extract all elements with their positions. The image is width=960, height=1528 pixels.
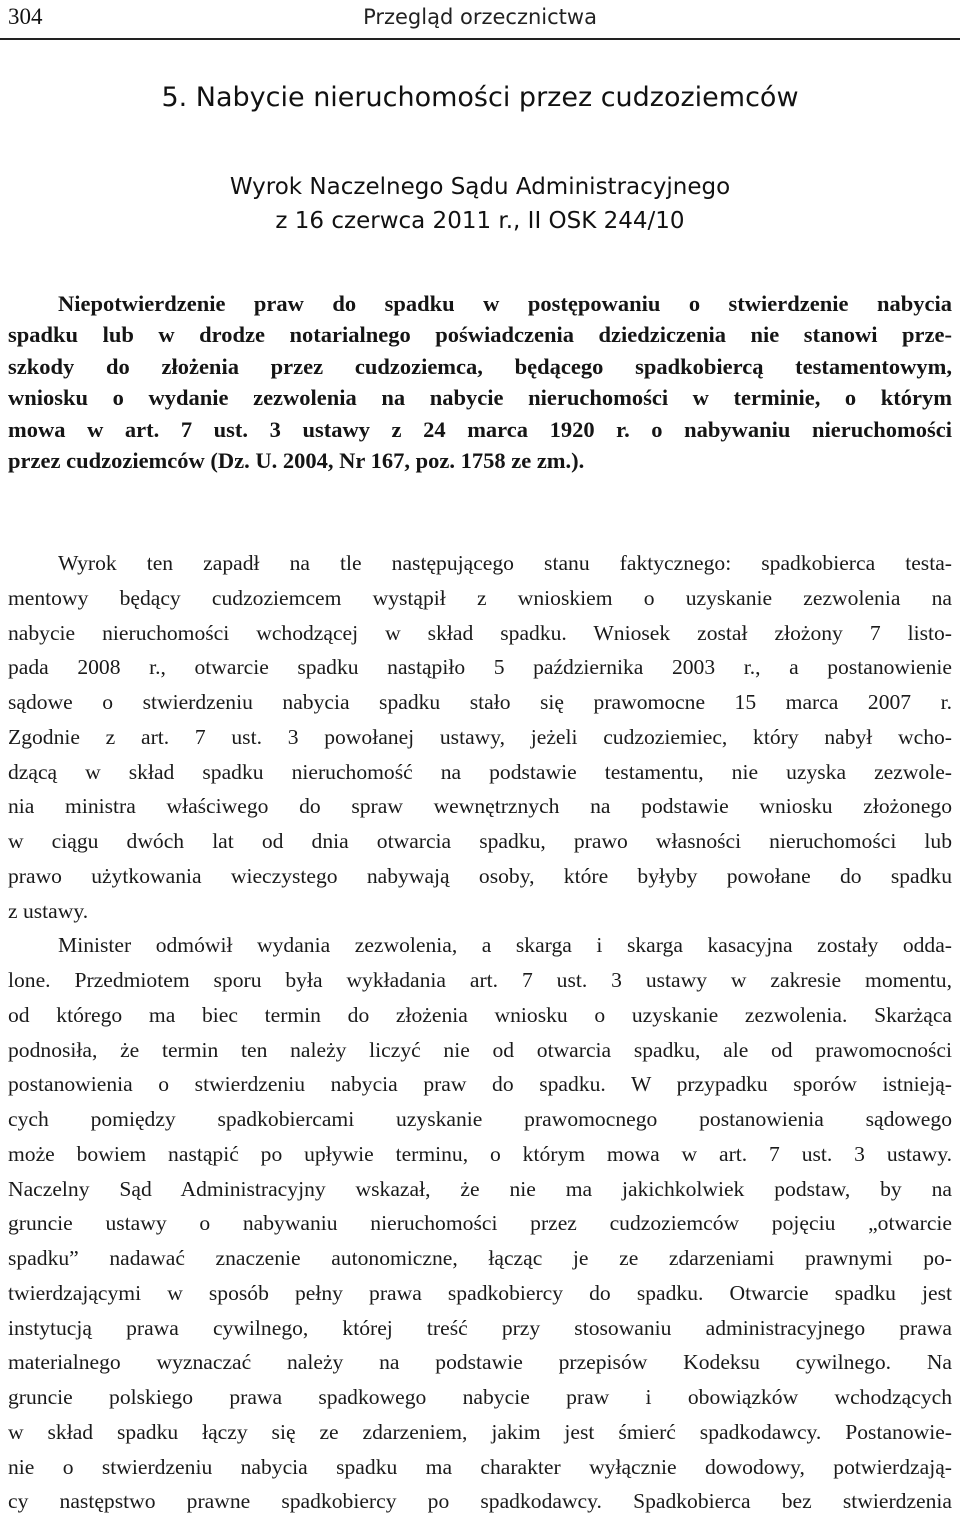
thesis-line: przez cudzoziemców (Dz. U. 2004, Nr 167, poz. 1758 ze zm.).	[8, 448, 585, 474]
thesis-line: Niepotwierdzenie praw do spadku w postępowaniu o stwierdzenie nabycia	[58, 291, 952, 316]
body-line: dzącą w skład spadku nieruchomość na podstawie testamentu, nie uzyska zezwole-	[8, 759, 952, 784]
judgment-date-line: z 16 czerwca 2011 r., II OSK 244/10	[275, 208, 685, 234]
thesis-paragraph	[8, 288, 952, 476]
body-line: w skład spadku łączy się ze zdarzeniem, jakim jest śmierć spadkodawcy. Postanowie-	[8, 1419, 952, 1444]
body-line: materialnego wyznaczać należy na podstawie przepisów Kodeksu cywilnego. Na	[8, 1350, 952, 1375]
body-line: pada 2008 r., otwarcie spadku nastąpiło 5 października 2003 r., a postanowienie	[8, 655, 952, 680]
body-line: podnosiła, że termin ten należy liczyć nie od otwarcia spadku, ale od prawomocności	[8, 1037, 952, 1062]
section-title: 5. Nabycie nieruchomości przez cudzoziemców	[161, 82, 799, 113]
body-line: prawo użytkowania wieczystego nabywają osoby, które byłyby powołane do spadku	[8, 863, 952, 888]
body-line: w ciągu dwóch lat od dnia otwarcia spadku, prawo własności nieruchomości lub	[8, 829, 952, 853]
body-line: z ustawy.	[8, 898, 89, 923]
thesis-line: spadku lub w drodze notarialnego poświadczenia dziedziczenia nie stanowi prze-	[8, 322, 952, 348]
thesis-line: szkody do złożenia przez cudzoziemca, będącego spadkobiercą testamentowym,	[8, 353, 952, 379]
body-line: instytucją prawa cywilnego, której treść przy stosowaniu administracyjnego prawa	[8, 1315, 952, 1340]
body-line: mentowy będący cudzoziemcem wystąpił z wnioskiem o uzyskanie zezwolenia na	[8, 585, 952, 610]
body-line: nie o stwierdzeniu nabycia spadku ma charakter wyłącznie dowodowy, potwierdzają-	[8, 1454, 952, 1479]
body-line: sądowe o stwierdzeniu nabycia spadku stało się prawomocne 15 marca 2007 r.	[8, 690, 952, 714]
body-line: Minister odmówił wydania zezwolenia, a skarga i skarga kasacyjna zostały odda-	[58, 933, 952, 958]
body-line: Naczelny Sąd Administracyjny wskazał, że nie ma jakichkolwiek podstaw, by na	[8, 1176, 952, 1201]
thesis-line: mowa w art. 7 ust. 3 ustawy z 24 marca 1920 r. o nabywaniu nieruchomości	[8, 416, 952, 442]
body-line: od którego ma biec termin do złożenia wniosku o uzyskanie zezwolenia. Skarżąca	[8, 1002, 952, 1027]
body-paragraph-facts	[8, 546, 952, 928]
thesis-line: wniosku o wydanie zezwolenia na nabycie nieruchomości w terminie, o którym	[8, 385, 952, 411]
body-line: nia ministra właściwego do spraw wewnętrznych na podstawie wniosku złożonego	[8, 794, 952, 819]
judgment-heading	[0, 170, 960, 238]
body-line: gruncie ustawy o nabywaniu nieruchomości przez cudzoziemców pojęciu „otwarcie	[8, 1211, 952, 1236]
body-line: Wyrok ten zapadł na tle następującego stanu faktycznego: spadkobierca testa-	[58, 551, 952, 575]
body-line: cy następstwo prawne spadkobiercy po spadkodawcy. Spadkobierca bez stwierdzenia	[8, 1489, 952, 1514]
body-line: cych pomiędzy spadkobiercami uzyskanie prawomocnego postanowienia sądowego	[8, 1107, 952, 1131]
running-header	[0, 0, 960, 40]
page-number: 304	[8, 4, 43, 29]
body-line: twierdzającymi w sposób pełny prawa spadkobiercy do spadku. Otwarcie spadku jest	[8, 1280, 952, 1305]
body-text	[8, 546, 952, 1519]
journal-title: Przegląd orzecznictwa	[363, 5, 597, 29]
body-line: postanowienia o stwierdzeniu nabycia praw do spadku. W przypadku sporów istnieją-	[8, 1072, 952, 1097]
judgment-court-line: Wyrok Naczelnego Sądu Administracyjnego	[229, 174, 731, 200]
body-line: lone. Przedmiotem sporu była wykładania art. 7 ust. 3 ustawy w zakresie momentu,	[8, 968, 952, 992]
body-line: może bowiem nastąpić po upływie terminu, o którym mowa w art. 7 ust. 3 ustawy.	[8, 1141, 952, 1166]
body-line: Zgodnie z art. 7 ust. 3 powołanej ustawy, jeżeli cudzoziemiec, który nabył wcho-	[8, 724, 952, 749]
body-line: spadku” nadawać znaczenie autonomiczne, łącząc je ze zdarzeniami prawnymi po-	[8, 1246, 952, 1270]
body-line: nabycie nieruchomości wchodzącej w skład spadku. Wniosek został złożony 7 listo-	[8, 620, 952, 645]
body-line: gruncie polskiego prawa spadkowego nabycie praw i obowiązków wchodzących	[8, 1385, 952, 1409]
body-paragraph-reasoning	[8, 928, 952, 1519]
